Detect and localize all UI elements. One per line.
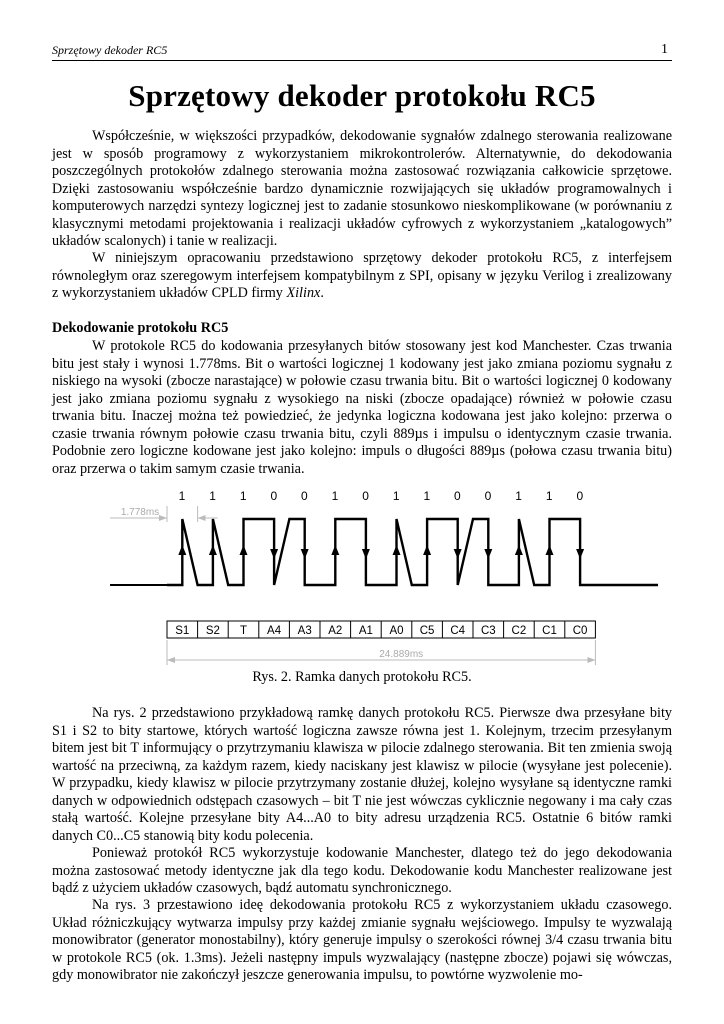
body-paragraph-2: Na rys. 2 przedstawiono przykładową ramkę danych protokołu RC5. Pierwsze dwa przesyłane bity S1 i S2 to bity startowe, których wartość logiczna zawsze równa jest 1. Kolejnym, trzecim przesyłanym bitem jest bit T informujący o przytrzymaniu klawisza w pilocie zdalnego sterowania. Bit ten zmienia swoją wartość na przeciwną, za każdym razem, kiedy naciskany jest klawisz w pilocie (wysyłane jest polecenie). W przypadku, kiedy klawisz w pilocie przytrzymany zostanie dłużej, kolejno wysyłane są identyczne ramki danych w odpowiednich odstępach czasowych – bit T nie jest wówczas cyklicznie negowany i ma cały czas stałą wartość. Kolejne przesyłane bity A4...A0 to bity adresu urządzenia RC5. Ostatnie 6 bitów ramki danych C0...C5 stanowią bity kodu polecenia. [52, 705, 672, 844]
bit-value: 0 [454, 489, 461, 503]
document-title: Sprzętowy dekoder protokołu RC5 [128, 78, 596, 113]
bit-name-label: S1 [175, 625, 190, 637]
body-paragraph-4: Na rys. 3 przestawiono ideę dekodowania protokołu RC5 z wykorzystaniem układu czasowego. Układ różniczkujący wytwarza impulsy przy każdej zmianie sygnału wejściowego. Impulsy te wyzwalają monowibrator (generator monostabilny), który generuje impulsy o szerokości równej 3/4 czasu trwania bitu w protokole RC5 (ok. 1.3ms). Jeżeli następny impuls wyzwalający (następne zbocze) pojawi się wówczas, gdy monowibrator nie zakończył jeszcze generowania impulsu, to powtórne wyzwolenie mo- [52, 897, 672, 983]
intro-paragraph-1: Współcześnie, w większości przypadków, dekodowanie sygnałów zdalnego sterowania realizowane jest w sposób programowy z wykorzystaniem mikrokontrolerów. Alternatywnie, do dekodowania poszczególnych protokołów zdalnego sterowania można zastosować rozwiązania całkowicie sprzętowe. Dzięki zastosowaniu współcześnie bardzo dynamicznie rozwijających się układów programowalnych i komputerowych narzędzi syntezy logicznej jest to zadanie stosunkowo nieskomplikowane (w porównaniu z klasycznymi metodami projektowania i realizacji układów cyfrowych z wykorzystaniem „katalogowych” układów scalonych) i tanie w realizacji. [52, 128, 672, 249]
bit-value: 1 [515, 489, 522, 503]
body-paragraph-3: Ponieważ protokół RC5 wykorzystuje kodowanie Manchester, dlatego też do jego dekodowania można zastosować metody identyczne jak dla tego kodu. Dekodowanie kodu Manchester realizowane jest bądź z użyciem układów czasowych, bądź automatu synchronicznego. [52, 845, 672, 896]
bit-value: 0 [301, 489, 308, 503]
company-name: Xilinx [286, 285, 321, 301]
bit-value: 1 [178, 489, 186, 503]
bit-value: 1 [423, 489, 431, 503]
page-number: 1 [661, 42, 668, 57]
manchester-waveform [167, 519, 658, 585]
bit-name-label: C0 [572, 625, 588, 637]
bit-value: 1 [392, 489, 400, 503]
section-paragraph-1: W protokole RC5 do kodowania przesyłanych bitów stosowany jest kod Manchester. Czas trwania bitu jest stały i wynosi 1.778ms. Bit o wartości logicznej 1 kodowany jest jako zmiana poziomu sygnału z niskiego na wysoki (zbocze narastające) w połowie czasu trwania bitu. Bit o wartości logicznej 0 kodowany jest jako zmiana poziomu sygnału z wysokiego na niski (zbocze opadające) również w połowie czasu trwania bitu. Inaczej można też powiedzieć, że jedynka logiczna kodowana jest jako kolejno: przerwa o czasie trwania równym połowie czasu trwania bitu, czyli 889µs i impulsu o identycznym czasie trwania. Podobnie zero logiczne kodowane jest jako kolejno: impuls o długości 889µs (połowa czasu trwania bitu) oraz przerwa o takim samym czasie trwania. [52, 338, 672, 477]
bit-value: 1 [239, 489, 247, 503]
bit-time-label: 1.778ms [120, 507, 160, 518]
running-title: Sprzętowy dekoder RC5 [52, 43, 168, 57]
bit-value: 1 [331, 489, 339, 503]
figure-caption: Rys. 2. Ramka danych protokołu RC5. [252, 669, 472, 685]
frame-time-label: 24.889ms [379, 649, 424, 660]
bit-name-label: A1 [358, 625, 373, 637]
bit-value: 0 [270, 489, 278, 503]
bit-name-label: A2 [328, 625, 343, 637]
bit-name-label: C4 [450, 625, 466, 637]
bit-name-label: S2 [205, 625, 220, 637]
intro-paragraph-2: W niniejszym opracowaniu przedstawiono sprzętowy dekoder protokołu RC5, z interfejsem równoległym oraz szeregowym interfejsem kompatybilnym z SPI, opisany w języku Verilog i zrealizowany z wykorzystaniem układów CPLD firmy Xilinx. [52, 250, 672, 301]
bit-value: 0 [362, 489, 369, 503]
bit-name-label: A0 [389, 625, 404, 637]
bit-name-label: C5 [419, 625, 435, 637]
bit-value: 0 [484, 489, 492, 503]
bit-name-label: C2 [511, 625, 527, 637]
bit-value: 1 [545, 489, 553, 503]
bit-name-label: T [239, 625, 248, 637]
bit-name-label: C3 [480, 625, 496, 637]
bit-name-label: A3 [297, 625, 312, 637]
bit-name-label: C1 [542, 625, 557, 637]
bit-value: 1 [209, 489, 216, 503]
bit-value: 0 [576, 489, 584, 503]
bit-name-label: A4 [267, 625, 282, 637]
section-heading: Dekodowanie protokołu RC5 [52, 320, 229, 336]
